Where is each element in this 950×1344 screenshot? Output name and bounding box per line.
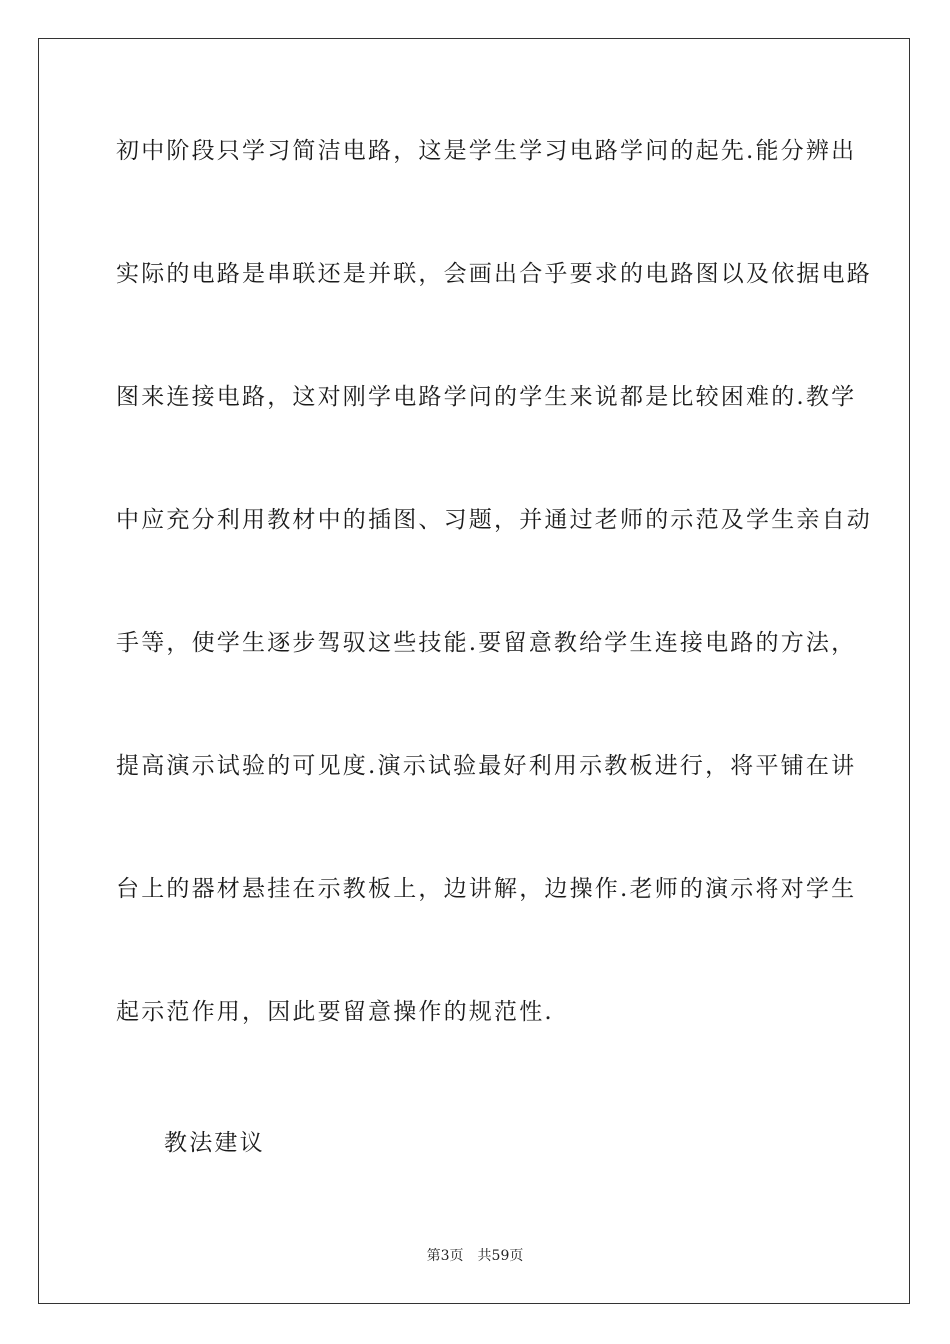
page-total: 共59页 bbox=[477, 1248, 524, 1264]
paragraph-line: 中应充分利用教材中的插图、习题，并通过老师的示范及学生亲自动 bbox=[116, 507, 872, 533]
page-number: 第3页 bbox=[426, 1248, 464, 1264]
paragraph-line: 图来连接电路，这对刚学电路学问的学生来说都是比较困难的.教学 bbox=[116, 384, 857, 410]
paragraph-line: 初中阶段只学习简洁电路，这是学生学习电路学问的起先.能分辨出 bbox=[116, 138, 857, 164]
paragraph-line: 提高演示试验的可见度.演示试验最好利用示教板进行，将平铺在讲 bbox=[116, 753, 857, 779]
paragraph-line: 手等，使学生逐步驾驭这些技能.要留意教给学生连接电路的方法， bbox=[116, 630, 857, 656]
paragraph-line: 实际的电路是串联还是并联，会画出合乎要求的电路图以及依据电路 bbox=[116, 261, 872, 287]
page-border bbox=[38, 38, 910, 1304]
section-heading: 教法建议 bbox=[164, 1130, 265, 1156]
paragraph-line: 起示范作用，因此要留意操作的规范性. bbox=[116, 999, 554, 1025]
page-footer bbox=[0, 1247, 950, 1265]
paragraph-line: 台上的器材悬挂在示教板上，边讲解，边操作.老师的演示将对学生 bbox=[116, 876, 857, 902]
